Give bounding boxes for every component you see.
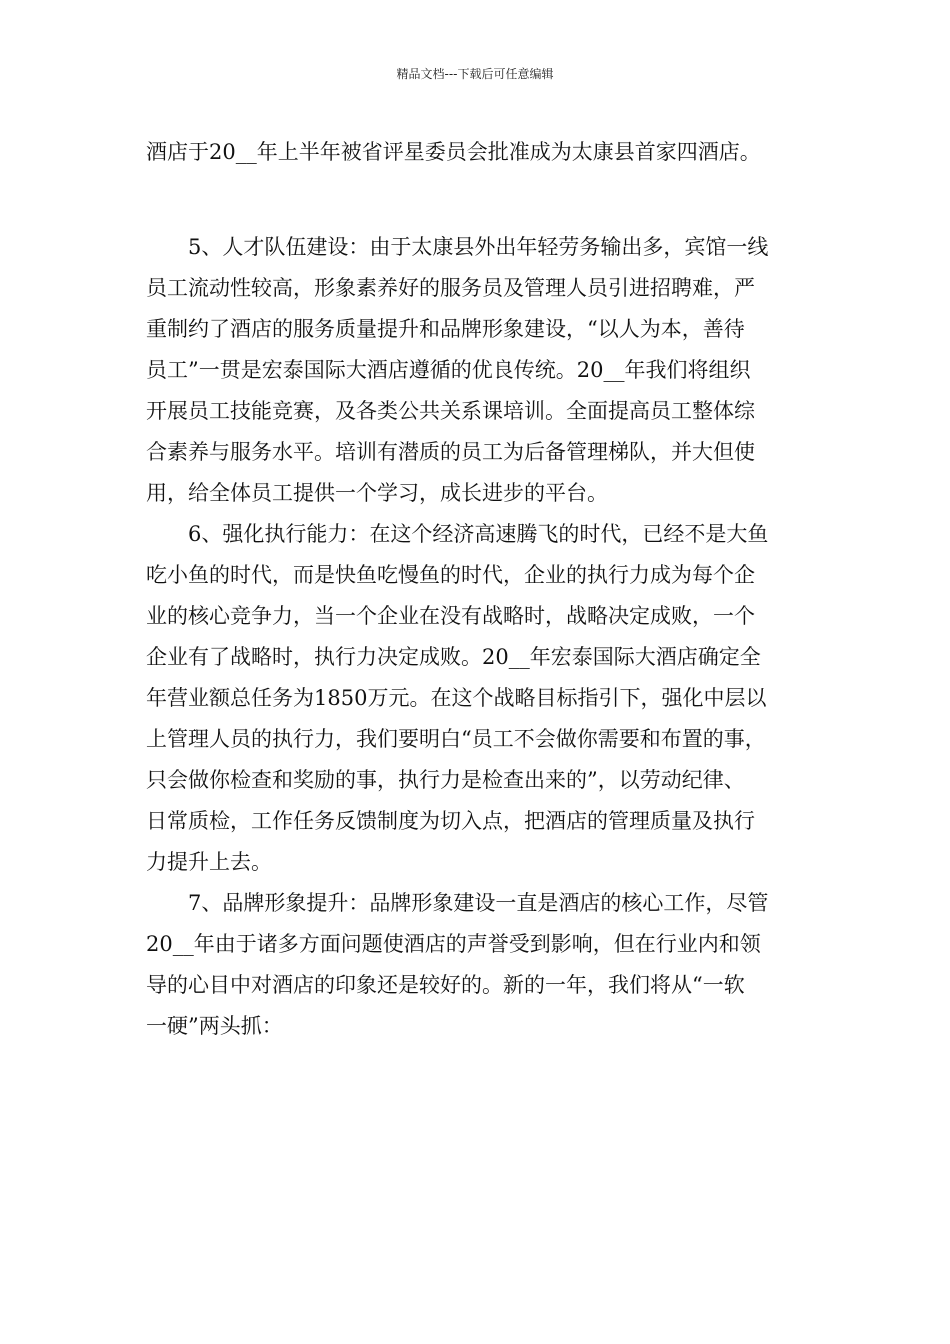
paragraph-line: 员工”一贯是宏泰国际大酒店遵循的优良传统。20__年我们将组织: [146, 358, 751, 382]
paragraph-line: 业的核心竞争力，当一个企业在没有战略时，战略决定成败，一个: [146, 604, 755, 628]
document-body: [146, 132, 814, 1047]
paragraph-line: 力提升上去。: [146, 850, 272, 874]
paragraph-line: 上管理人员的执行力，我们要明白“员工不会做你需要和布置的事，: [146, 727, 766, 751]
paragraph-line: 酒店于20__年上半年被省评星委员会批准成为太康县首家四酒店。: [146, 140, 761, 164]
paragraph-line: 重制约了酒店的服务质量提升和品牌形象建设，“以人为本，善待: [146, 317, 745, 341]
paragraph-intro: [146, 132, 814, 173]
paragraph-line: 导的心目中对酒店的印象还是较好的。新的一年，我们将从“一软: [146, 973, 745, 997]
paragraph-line: 用，给全体员工提供一个学习，成长进步的平台。: [146, 481, 608, 505]
paragraph-line: 7、品牌形象提升：品牌形象建设一直是酒店的核心工作，尽管: [188, 891, 769, 915]
page-header: 精品文档---下载后可任意编辑: [396, 67, 554, 81]
paragraph-execution: [146, 514, 814, 883]
paragraph-line: 20__年由于诸多方面问题使酒店的声誉受到影响，但在行业内和领: [146, 932, 761, 956]
paragraph-line: 企业有了战略时，执行力决定成败。20__年宏泰国际大酒店确定全: [146, 645, 761, 669]
paragraph-line: 5、人才队伍建设：由于太康县外出年轻劳务输出多，宾馆一线: [188, 235, 769, 259]
paragraph-line: 开展员工技能竞赛，及各类公共关系课培训。全面提高员工整体综: [146, 399, 755, 423]
paragraph-line: 年营业额总任务为1850万元。在这个战略目标指引下，强化中层以: [146, 686, 767, 710]
paragraph-line: 日常质检，工作任务反馈制度为切入点，把酒店的管理质量及执行: [146, 809, 755, 833]
paragraph-line: 一硬”两头抓：: [146, 1014, 283, 1038]
paragraph-brand-image: [146, 883, 814, 1047]
paragraph-talent-team: [146, 227, 814, 514]
paragraph-line: 只会做你检查和奖励的事，执行力是检查出来的”，以劳动纪律、: [146, 768, 745, 792]
paragraph-line: 吃小鱼的时代，而是快鱼吃慢鱼的时代，企业的执行力成为每个企: [146, 563, 755, 587]
paragraph-line: 合素养与服务水平。培训有潜质的员工为后备管理梯队，并大但使: [146, 440, 755, 464]
paragraph-gap: [146, 173, 814, 227]
paragraph-line: 6、强化执行能力：在这个经济高速腾飞的时代，已经不是大鱼: [188, 522, 769, 546]
paragraph-line: 员工流动性较高，形象素养好的服务员及管理人员引进招聘难，严: [146, 276, 755, 300]
